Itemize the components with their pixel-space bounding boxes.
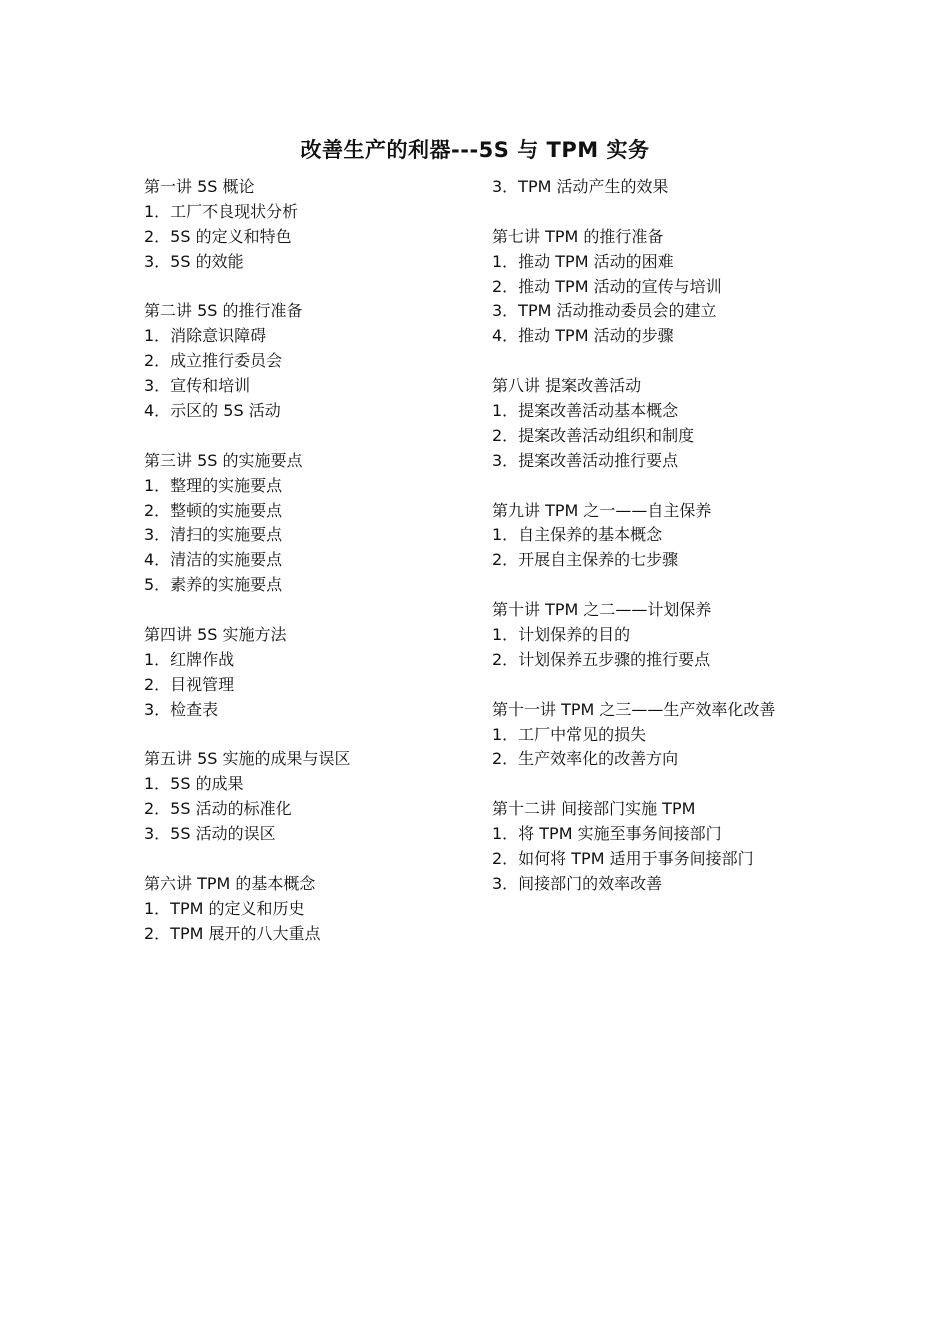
lecture-section bbox=[144, 872, 474, 947]
lecture-item: 3．提案改善活动推行要点 bbox=[492, 450, 679, 470]
lecture-section bbox=[492, 797, 822, 897]
lecture-section bbox=[492, 698, 822, 773]
lecture-item: 3．5S 的效能 bbox=[144, 251, 244, 271]
left-column bbox=[144, 175, 474, 972]
lecture-heading: 第十讲 TPM 之二——计划保养 bbox=[492, 600, 712, 620]
lecture-section bbox=[144, 299, 474, 423]
lecture-section bbox=[492, 499, 822, 574]
lecture-heading: 第六讲 TPM 的基本概念 bbox=[144, 873, 316, 893]
document-title: 改善生产的利器---5S 与 TPM 实务 bbox=[300, 138, 650, 162]
lecture-heading: 第九讲 TPM 之一——自主保养 bbox=[492, 500, 712, 520]
lecture-heading: 第八讲 提案改善活动 bbox=[492, 376, 642, 396]
lecture-item: 1．提案改善活动基本概念 bbox=[492, 401, 679, 421]
lecture-heading: 第二讲 5S 的推行准备 bbox=[144, 301, 303, 321]
lecture-item: 1．消除意识障碍 bbox=[144, 326, 267, 346]
lecture-section bbox=[492, 175, 822, 200]
lecture-item: 1．工厂不良现状分析 bbox=[144, 201, 299, 221]
lecture-item: 3．检查表 bbox=[144, 699, 219, 719]
lecture-item: 1．TPM 的定义和历史 bbox=[144, 898, 305, 918]
lecture-item: 1．自主保养的基本概念 bbox=[492, 525, 663, 545]
lecture-item: 1．5S 的成果 bbox=[144, 774, 244, 794]
lecture-section bbox=[492, 598, 822, 673]
lecture-item: 4．清洁的实施要点 bbox=[144, 550, 283, 570]
lecture-item: 3．TPM 活动推动委员会的建立 bbox=[492, 301, 717, 321]
lecture-section bbox=[144, 175, 474, 275]
lecture-heading: 第十二讲 间接部门实施 TPM bbox=[492, 799, 696, 819]
lecture-item: 1．计划保养的目的 bbox=[492, 625, 631, 645]
lecture-item: 2．推动 TPM 活动的宣传与培训 bbox=[492, 276, 722, 296]
lecture-item: 2．计划保养五步骤的推行要点 bbox=[492, 649, 711, 669]
lecture-item: 3．宣传和培训 bbox=[144, 376, 251, 396]
lecture-heading: 第十一讲 TPM 之三——生产效率化改善 bbox=[492, 699, 776, 719]
lecture-heading: 第五讲 5S 实施的成果与误区 bbox=[144, 749, 351, 769]
lecture-item: 5．素养的实施要点 bbox=[144, 575, 283, 595]
lecture-item: 2．TPM 展开的八大重点 bbox=[144, 923, 321, 943]
right-column bbox=[492, 175, 822, 922]
lecture-item: 2．整顿的实施要点 bbox=[144, 500, 283, 520]
lecture-item: 3．清扫的实施要点 bbox=[144, 525, 283, 545]
lecture-item: 1．推动 TPM 活动的困难 bbox=[492, 251, 674, 271]
lecture-item: 2．目视管理 bbox=[144, 674, 235, 694]
lecture-section bbox=[144, 449, 474, 598]
lecture-item: 3．间接部门的效率改善 bbox=[492, 873, 663, 893]
lecture-section bbox=[492, 225, 822, 349]
lecture-item: 3．TPM 活动产生的效果 bbox=[492, 177, 669, 196]
lecture-section bbox=[144, 623, 474, 723]
lecture-section bbox=[144, 747, 474, 847]
lecture-heading: 第一讲 5S 概论 bbox=[144, 177, 255, 196]
lecture-item: 2．生产效率化的改善方向 bbox=[492, 749, 679, 769]
lecture-item: 1．工厂中常见的损失 bbox=[492, 724, 647, 744]
lecture-section bbox=[492, 374, 822, 474]
lecture-heading: 第三讲 5S 的实施要点 bbox=[144, 450, 303, 470]
lecture-item: 2．如何将 TPM 适用于事务间接部门 bbox=[492, 849, 754, 869]
lecture-heading: 第七讲 TPM 的推行准备 bbox=[492, 226, 664, 246]
lecture-item: 1．红牌作战 bbox=[144, 649, 235, 669]
lecture-item: 2．开展自主保养的七步骤 bbox=[492, 550, 679, 570]
lecture-heading: 第四讲 5S 实施方法 bbox=[144, 625, 287, 645]
lecture-item: 4．推动 TPM 活动的步骤 bbox=[492, 326, 674, 346]
lecture-item: 3．5S 活动的误区 bbox=[144, 824, 276, 844]
lecture-item: 2．5S 的定义和特色 bbox=[144, 226, 292, 246]
lecture-item: 4．示区的 5S 活动 bbox=[144, 401, 281, 421]
lecture-item: 2．提案改善活动组织和制度 bbox=[492, 425, 695, 445]
lecture-item: 2．5S 活动的标准化 bbox=[144, 799, 292, 819]
lecture-item: 1．整理的实施要点 bbox=[144, 475, 283, 495]
lecture-item: 1．将 TPM 实施至事务间接部门 bbox=[492, 824, 722, 844]
lecture-item: 2．成立推行委员会 bbox=[144, 351, 283, 371]
